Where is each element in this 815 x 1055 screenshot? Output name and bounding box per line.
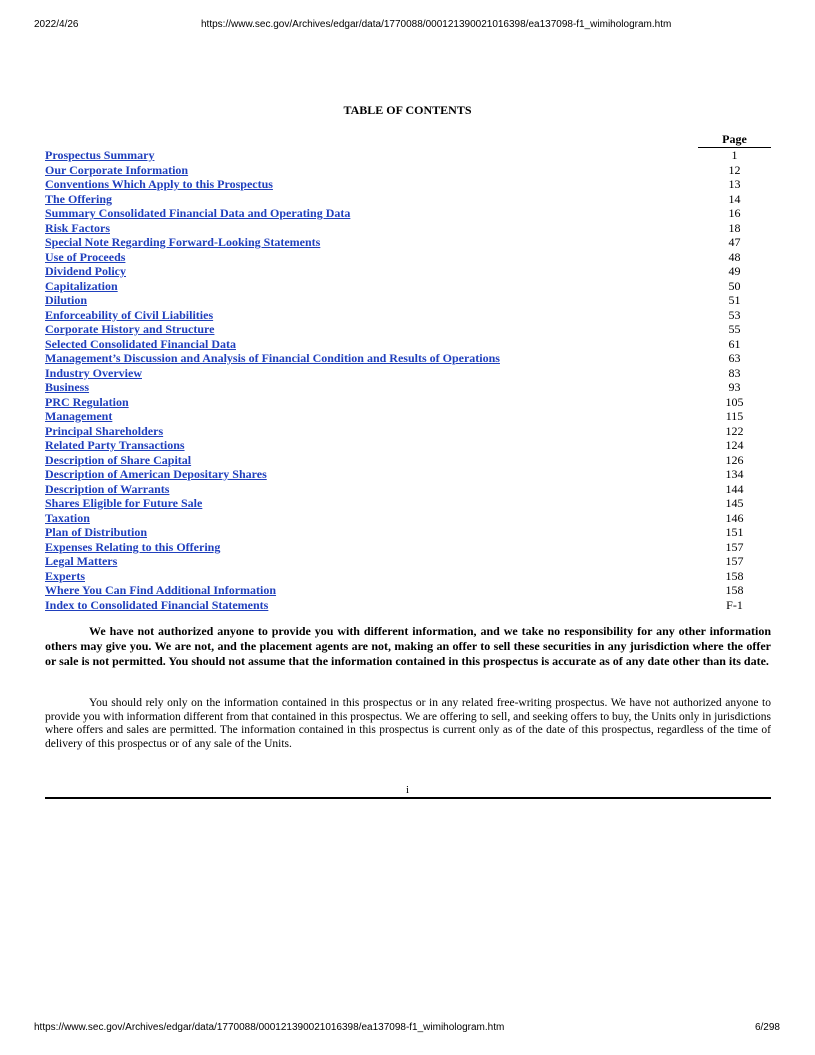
toc-row — [45, 395, 771, 410]
toc-title-cell — [45, 192, 698, 207]
toc-title-cell — [45, 409, 698, 424]
toc-title-cell — [45, 250, 698, 265]
toc-link[interactable]: Principal Shareholders — [45, 423, 164, 438]
toc-link[interactable]: Enforceability of Civil Liabilities — [45, 307, 214, 322]
toc-link[interactable]: Legal Matters — [45, 554, 118, 568]
disclaimer-normal — [45, 697, 771, 752]
toc-link[interactable]: Description of Share Capital — [45, 452, 192, 467]
print-date: 2022/4/26 — [34, 19, 79, 30]
toc-title-cell — [45, 351, 698, 366]
toc-row — [45, 322, 771, 337]
toc-link[interactable]: Business — [45, 380, 90, 394]
toc-row — [45, 554, 771, 569]
toc-page-number: 157 — [725, 539, 744, 554]
toc-link[interactable]: Description of American Depositary Shares — [45, 467, 267, 481]
toc-link[interactable]: Selected Consolidated Financial Data — [45, 336, 236, 351]
toc-row — [45, 453, 771, 468]
toc-title-cell — [45, 583, 698, 598]
toc-link[interactable]: Management — [45, 409, 113, 423]
toc-page-number: 53 — [728, 307, 741, 322]
toc-page-number: 63 — [728, 351, 741, 365]
toc-title-cell — [45, 148, 698, 163]
print-footer-url: https://www.sec.gov/Archives/edgar/data/1770088/000121390021016398/ea137098-f1_wimihologram.htm — [34, 1022, 505, 1033]
toc-link[interactable]: The Offering — [45, 191, 112, 206]
toc-link[interactable]: Our Corporate Information — [45, 162, 189, 177]
toc-page-number: 12 — [728, 162, 741, 177]
toc-row — [45, 583, 771, 598]
toc-title-cell — [45, 496, 698, 511]
toc-page-number: 146 — [725, 510, 744, 525]
page-bottom-rule — [45, 797, 771, 799]
toc-title-cell — [45, 206, 698, 221]
toc-page-number: 105 — [725, 394, 744, 409]
disclaimer-normal-text: You should rely only on the information contained in this prospectus or in any related free-writing prospectus. We have not authorized anyone to provide you with information different from that contained in this prospectus. We are offering to sell, and seeking offers to buy, the Units only in jurisdictions where offers and sales are permitted. The information contained in this prospectus is current only as of the date of this prospectus, regardless of the time of delivery of this prospectus or of any sale of the Units. — [45, 697, 771, 751]
toc-page-number: 93 — [728, 380, 741, 394]
toc-title-cell — [45, 235, 698, 250]
toc-link[interactable]: Prospectus Summary — [45, 148, 155, 162]
toc-link[interactable]: Conventions Which Apply to this Prospectus — [45, 177, 273, 191]
toc-title-cell — [45, 424, 698, 439]
toc-page-number: 134 — [725, 467, 744, 481]
toc-page-number: 157 — [725, 554, 744, 568]
toc-page-number: 158 — [725, 568, 744, 583]
toc-row — [45, 496, 771, 511]
toc-page-number: 145 — [725, 496, 744, 510]
toc-link[interactable]: Where You Can Find Additional Information — [45, 583, 277, 597]
toc-row — [45, 540, 771, 555]
toc-row — [45, 380, 771, 395]
toc-title-cell — [45, 482, 698, 497]
toc-title-cell — [45, 322, 698, 337]
toc-row — [45, 598, 771, 613]
toc-link[interactable]: Expenses Relating to this Offering — [45, 539, 221, 554]
toc-title-cell — [45, 279, 698, 294]
toc-page-number: 13 — [728, 177, 741, 191]
toc-page-header: Page — [698, 133, 771, 148]
toc-row — [45, 293, 771, 308]
toc-title-cell — [45, 163, 698, 178]
toc-row — [45, 438, 771, 453]
toc-title-cell — [45, 598, 698, 613]
toc-page-number: 122 — [725, 423, 744, 438]
toc-title-cell — [45, 525, 698, 540]
toc-link[interactable]: Plan of Distribution — [45, 525, 148, 539]
toc-page-number: 18 — [728, 220, 741, 235]
toc-table — [45, 133, 771, 612]
toc-row — [45, 221, 771, 236]
toc-title-cell — [45, 569, 698, 584]
toc-row — [45, 467, 771, 482]
toc-page-number: 158 — [725, 583, 744, 597]
toc-link[interactable]: Taxation — [45, 510, 90, 525]
toc-title-cell — [45, 554, 698, 569]
toc-link[interactable]: Special Note Regarding Forward-Looking Statements — [45, 235, 321, 249]
toc-page-number: 50 — [728, 278, 741, 293]
toc-row — [45, 366, 771, 381]
toc-title-cell — [45, 308, 698, 323]
toc-page-number: 16 — [728, 206, 741, 220]
toc-body — [45, 148, 771, 613]
toc-page-number: 115 — [725, 409, 744, 423]
toc-title-cell — [45, 221, 698, 236]
toc-page-number: 151 — [725, 525, 744, 539]
toc-row — [45, 250, 771, 265]
toc-title-cell — [45, 467, 698, 482]
toc-row — [45, 177, 771, 192]
toc-link[interactable]: Corporate History and Structure — [45, 322, 215, 336]
toc-title-cell — [45, 438, 698, 453]
toc-link[interactable]: Experts — [45, 568, 85, 583]
toc-title-cell — [45, 337, 698, 352]
toc-page-number: 61 — [728, 336, 741, 351]
toc-row — [45, 235, 771, 250]
toc-title: TABLE OF CONTENTS — [343, 103, 472, 117]
toc-page-number: 144 — [725, 481, 744, 496]
toc-link[interactable]: Index to Consolidated Financial Statements — [45, 597, 269, 612]
toc-row — [45, 482, 771, 497]
toc-row — [45, 308, 771, 323]
toc-link[interactable]: Dividend Policy — [45, 264, 127, 278]
toc-page-number: 51 — [728, 293, 741, 307]
toc-link[interactable]: Shares Eligible for Future Sale — [45, 496, 203, 510]
toc-row — [45, 511, 771, 526]
toc-row — [45, 337, 771, 352]
toc-row — [45, 206, 771, 221]
toc-row — [45, 409, 771, 424]
toc-page-number: 55 — [728, 322, 741, 336]
toc-row — [45, 351, 771, 366]
toc-link[interactable]: Industry Overview — [45, 365, 142, 380]
disclaimer-bold-text: We have not authorized anyone to provide you with different information, and we take no responsibility for any other information others may give you. We are not, and the placement agents are not, making an offer to sell these securities in any jurisdiction where the offer or sale is not permitted. You should not assume that the information contained in this prospectus is accurate as of any date other than its date. — [45, 624, 771, 668]
toc-title-cell — [45, 453, 698, 468]
toc-link[interactable]: Summary Consolidated Financial Data and Operating Data — [45, 206, 351, 220]
toc-page-number: 1 — [731, 148, 738, 162]
toc-row — [45, 148, 771, 163]
toc-row — [45, 264, 771, 279]
toc-row — [45, 569, 771, 584]
toc-link[interactable]: Risk Factors — [45, 220, 110, 235]
toc-title-cell — [45, 366, 698, 381]
toc-row — [45, 424, 771, 439]
toc-link[interactable]: Capitalization — [45, 278, 118, 293]
toc-link[interactable]: Management’s Discussion and Analysis of Financial Condition and Results of Operations — [45, 351, 500, 365]
toc-row — [45, 163, 771, 178]
toc-page-number: F-1 — [726, 597, 743, 612]
toc-page-number: 49 — [728, 264, 741, 278]
toc-title-cell — [45, 264, 698, 279]
toc-row — [45, 279, 771, 294]
toc-title-cell — [45, 540, 698, 555]
toc-title-cell — [45, 511, 698, 526]
toc-row — [45, 192, 771, 207]
toc-link[interactable]: Use of Proceeds — [45, 249, 126, 264]
toc-link[interactable]: Related Party Transactions — [45, 438, 185, 452]
toc-page-number: 124 — [725, 438, 744, 452]
toc-link[interactable]: Description of Warrants — [45, 481, 170, 496]
toc-title-cell — [45, 293, 698, 308]
toc-title-cell — [45, 395, 698, 410]
page-number: i — [405, 784, 410, 796]
print-header-url: https://www.sec.gov/Archives/edgar/data/1770088/000121390021016398/ea137098-f1_wimihologram.htm — [201, 19, 672, 30]
toc-page-number: 83 — [728, 365, 741, 380]
print-page-count: 6/298 — [754, 1022, 780, 1033]
toc-header-blank — [45, 133, 698, 148]
toc-page-number: 47 — [728, 235, 741, 249]
toc-title-cell — [45, 177, 698, 192]
toc-page-number: 14 — [728, 191, 741, 206]
toc-page-number: 126 — [725, 452, 744, 467]
disclaimer-bold — [45, 624, 771, 669]
toc-link[interactable]: Dilution — [45, 293, 88, 307]
toc-link[interactable]: PRC Regulation — [45, 394, 129, 409]
toc-row — [45, 525, 771, 540]
toc-title-cell — [45, 380, 698, 395]
toc-page-number: 48 — [728, 249, 741, 264]
